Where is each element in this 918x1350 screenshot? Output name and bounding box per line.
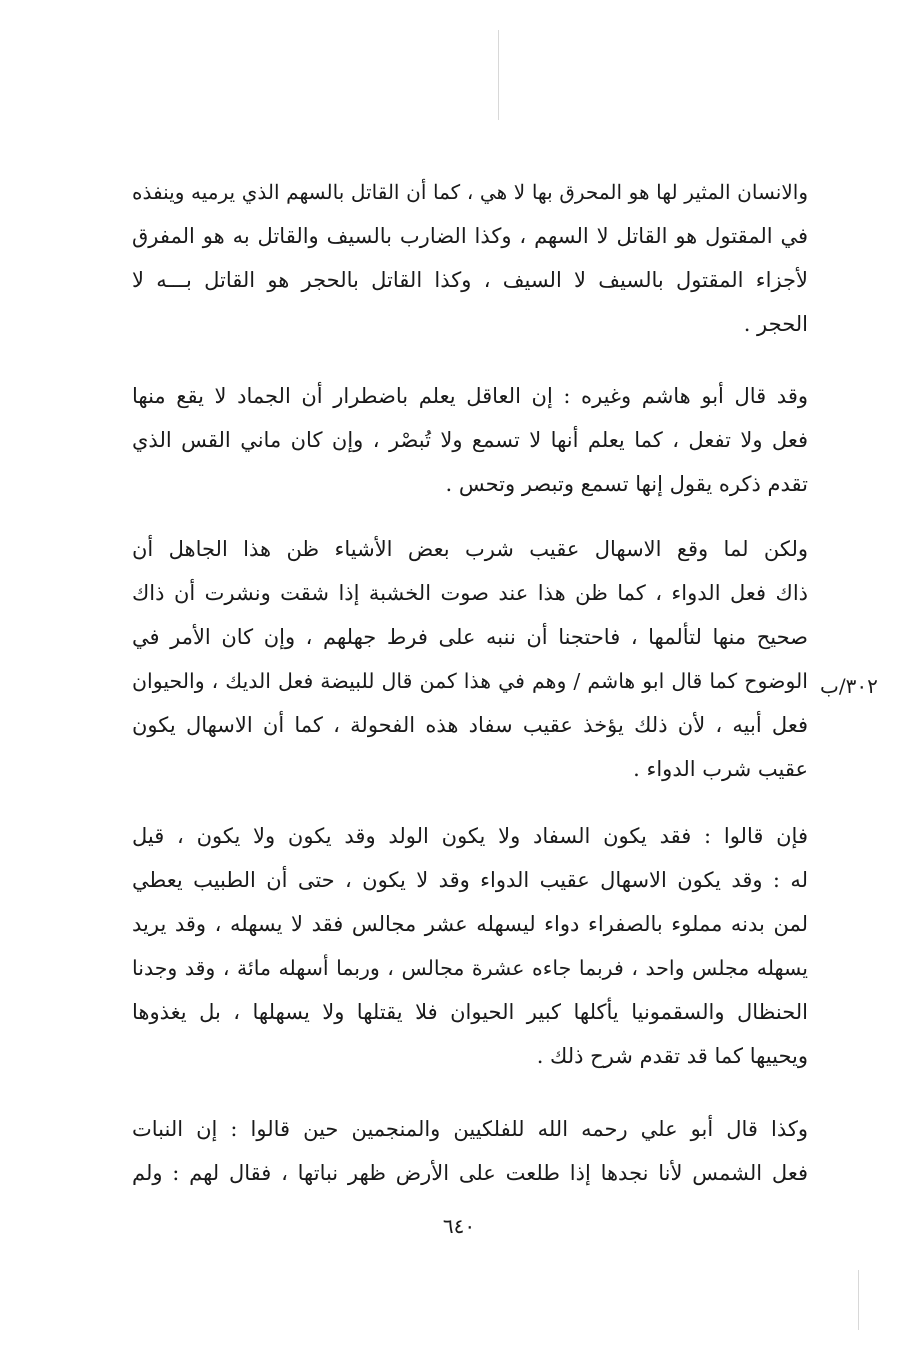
text-line: ولكن لما وقع الاسهال عقيب شرب بعض الأشياء ظن هذا الجاهل أن	[132, 537, 808, 561]
scan-artifact-line	[858, 1270, 859, 1330]
text-line: ويحييها كما قد تقدم شرح ذلك .	[536, 1044, 808, 1068]
text-line: فعل أبيه ، لأن ذلك يؤخذ عقيب سفاد هذه الفحولة ، كما أن الاسهال يكون	[132, 713, 808, 737]
text-line: فعل الشمس لأنا نجدها إذا طلعت على الأرض ظهر نباتها ، فقال لهم : ولم	[132, 1161, 808, 1185]
text-line: الوضوح كما قال ابو هاشم / وهم في هذا كمن قال للبيضة فعل الديك ، والحيوان	[132, 669, 808, 693]
paragraph-1	[132, 170, 808, 346]
text-line: وكذا قال أبو علي رحمه الله للفلكيين والمنجمين حين قالوا : إن النبات	[132, 1117, 808, 1141]
text-line: عقيب شرب الدواء .	[633, 757, 808, 781]
page-number: ٦٤٠	[442, 1214, 476, 1238]
text-line: ذاك فعل الدواء ، كما ظن هذا عند صوت الخشبة إذا شقت ونشرت أن ذاك	[132, 581, 808, 605]
text-line: في المقتول هو القاتل لا السهم ، وكذا الضارب بالسيف والقاتل به هو المفرق	[132, 224, 808, 248]
text-line: والانسان المثير لها هو المحرق بها لا هي ، كما أن القاتل بالسهم الذي يرميه وينفذه	[132, 180, 808, 204]
text-line: وقد قال أبو هاشم وغيره : إن العاقل يعلم باضطرار أن الجماد لا يقع منها	[132, 384, 808, 408]
text-line: له : وقد يكون الاسهال عقيب الدواء وقد لا يكون ، حتى أن الطبيب يعطي	[132, 868, 808, 892]
paragraph-2	[132, 374, 808, 506]
text-line: يسهله مجلس واحد ، فربما جاءه عشرة مجالس ، وربما أسهله مائة ، وقد وجدنا	[132, 956, 808, 980]
margin-folio-note: ٣٠٢/ب	[820, 674, 878, 698]
text-line: الحجر .	[743, 312, 808, 336]
text-line: تقدم ذكره يقول إنها تسمع وتبصر وتحس .	[445, 472, 808, 496]
text-line: فإن قالوا : فقد يكون السفاد ولا يكون الولد وقد يكون ولا يكون ، قيل	[132, 824, 808, 848]
paragraph-5	[132, 1107, 808, 1195]
paragraph-3	[132, 527, 808, 791]
scan-artifact-line	[498, 30, 499, 120]
paragraph-4	[132, 814, 808, 1078]
text-line: لأجزاء المقتول بالسيف لا السيف ، وكذا القاتل بالحجر هو القاتل بـــه لا	[132, 268, 808, 292]
text-line: لمن بدنه مملوء بالصفراء دواء ليسهله عشر مجالس فقد لا يسهله ، وقد يريد	[132, 912, 808, 936]
text-line: صحيح منها لتألمها ، فاحتجنا أن ننبه على فرط جهلهم ، وإن كان الأمر في	[132, 625, 808, 649]
text-line: فعل ولا تفعل ، كما يعلم أنها لا تسمع ولا تُبصْر ، وإن كان ماني القس الذي	[132, 428, 808, 452]
text-line: الحنظال والسقمونيا يأكلها كبير الحيوان فلا يقتلها ولا يسهلها ، بل يغذوها	[132, 1000, 808, 1024]
